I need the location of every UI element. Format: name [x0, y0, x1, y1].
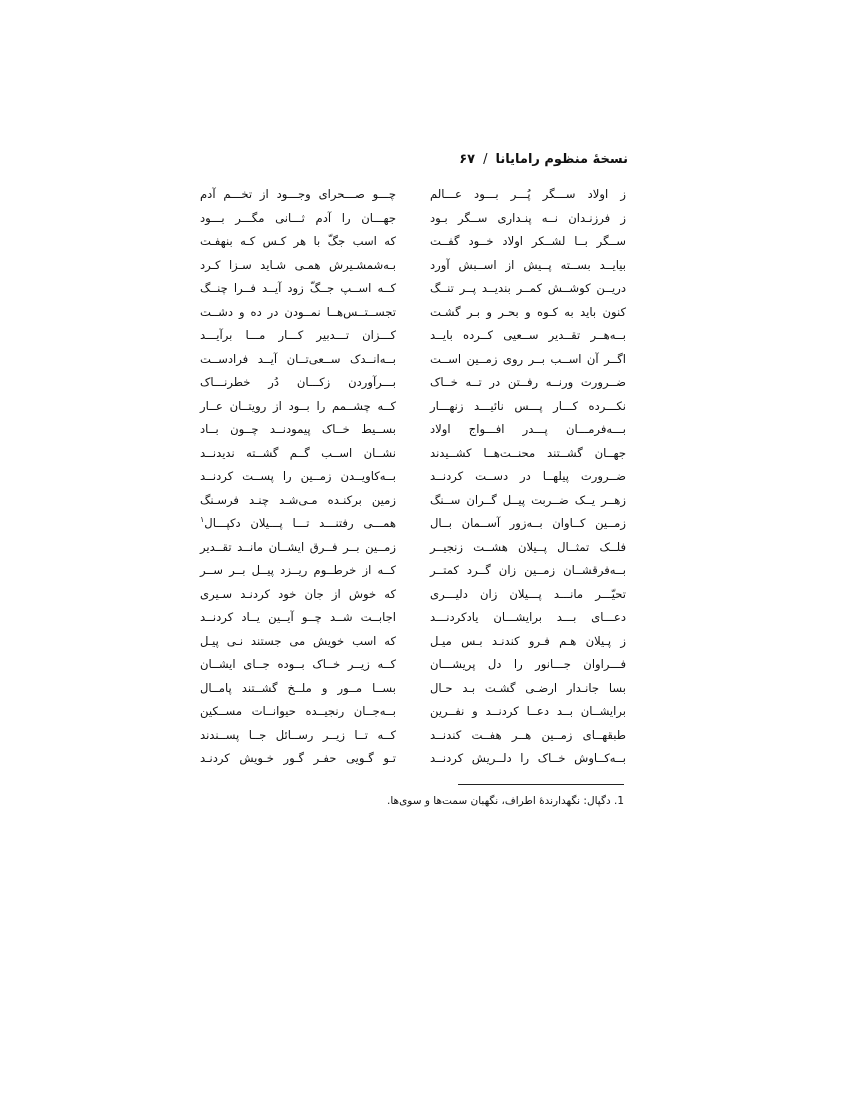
footnote-divider	[458, 784, 624, 785]
verse-text: اگــر آن اســب بــر روی زمــین اســت	[430, 351, 626, 366]
verse-text: تـو گـویی حفـر گـور خـویش کردنـد	[200, 751, 396, 765]
verse-text: بــه‌انــدک ســعی‌تــان آیــد فرادســت	[200, 351, 396, 366]
verse-line	[430, 606, 626, 630]
verse-line	[430, 559, 626, 583]
verse-line	[430, 301, 626, 325]
verse-text: بــه‌کاویــدن زمــین را پســت کردنــد	[200, 469, 396, 483]
verse-line	[430, 348, 626, 372]
verse-text: ز فرزنـدان نــه پنـداری ســگر بـود	[430, 210, 626, 225]
verse-text: ز اولاد ســـگر پُـــر بـــود عـــالم	[430, 187, 626, 201]
verse-line	[430, 583, 626, 607]
verse-line	[200, 700, 396, 724]
verse-line	[200, 277, 396, 301]
verse-text: کــه زیــر خــاک بــوده جــای ایشــان	[200, 657, 396, 671]
verse-line	[430, 653, 626, 677]
verse-text: نشــان اســب گــم گشــته ندیدنــد	[200, 445, 396, 460]
verse-line	[430, 324, 626, 348]
verse-text: کـــزان تـــدبیر کـــار مـــا برآیـــد	[200, 328, 396, 342]
verse-text: کنون باید به کـوه و بحـر و بـر گشـت	[430, 304, 626, 319]
page-number: ۶۷	[459, 151, 476, 167]
verse-text: که اسب جگّ با هر کـس کـه بنهفـت	[200, 234, 396, 248]
verse-line	[430, 418, 626, 442]
verse-line	[430, 465, 626, 489]
verse-line	[200, 724, 396, 748]
verse-line	[430, 747, 626, 771]
verse-line	[200, 254, 396, 278]
verse-text: بـــه‌فرمـــان پـــدر افـــواج اولاد	[430, 422, 626, 436]
verse-text: بـــرآوردن زکـــان دُر خطرنـــاک	[200, 375, 396, 389]
verse-line	[430, 700, 626, 724]
verse-text: دریــن کوشــش کمــر بندیــد پــر تنــگ	[430, 281, 626, 295]
verse-line	[200, 559, 396, 583]
verse-text: ز پـیلان هـم فـرو کندنـد بـس میـل	[430, 633, 626, 648]
footnote-marker: ۱	[200, 515, 205, 525]
running-title: نسخهٔ منظوم رامایانا	[495, 151, 628, 167]
verse-line	[200, 442, 396, 466]
verse-line	[430, 207, 626, 231]
verse-text: کــه تــا زیــر رســائل جــا پســندند	[200, 727, 396, 742]
verse-text: بــه‌جــان رنجیــده حیوانــات مســکین	[200, 704, 396, 718]
verse-text: طبقهــای زمــین هــر هفــت کندنــد	[430, 727, 626, 742]
verse-text: نکـــرده کـــار پـــس نائیـــد زنهـــار	[430, 398, 626, 413]
verse-text: زمــین کــاوان بــه‌زور آســمان بــال	[430, 516, 626, 530]
verse-text: همـــی رفتنـــد تـــا پـــیلان دکپـــال	[204, 516, 396, 530]
verse-line	[200, 324, 396, 348]
verse-line	[200, 606, 396, 630]
verse-text: ضــرورت ورنــه رفــتن در تــه خــاک	[430, 375, 626, 389]
verse-text: بســا مــور و ملــخ گشــتند پامــال	[200, 680, 396, 695]
verse-line	[200, 677, 396, 701]
verse-text: زمــین بــر فــرق ایشــان مانــد تقــدیر	[200, 539, 396, 554]
verse-line	[200, 183, 396, 207]
verse-text: بــه‌فرقشــان زمــین زان گــرد کمتــر	[430, 563, 626, 577]
verse-line	[200, 230, 396, 254]
verse-text: بــه‌هــر تقــدیر ســعیی کــرده بایــد	[430, 328, 626, 342]
verse-line	[430, 183, 626, 207]
verse-text: کــه اســپ جــگّ زود آیــد فــرا چنــگ	[200, 281, 396, 295]
verse-line	[200, 207, 396, 231]
verse-text: که اسب خویش می جستند نـی پیـل	[200, 633, 396, 648]
verse-line	[200, 301, 396, 325]
verse-text: چـــو صـــحرای وجـــود از تخـــم آدم	[200, 187, 396, 201]
verse-line	[430, 395, 626, 419]
verse-text: دعـــای بـــد برایشـــان یادکردنـــد	[430, 610, 626, 624]
verse-text: اجابــت شــد چــو آیــین یــاد کردنــد	[200, 610, 396, 624]
verse-line	[430, 489, 626, 513]
verse-line	[200, 348, 396, 372]
verse-line	[430, 442, 626, 466]
verse-line	[430, 371, 626, 395]
verse-text: فلــک تمثــال پــیلان هشــت زنجیــر	[430, 539, 626, 554]
verse-text: تحیّـــر مانـــد پـــیلان زان دلیـــری	[430, 586, 626, 601]
verse-line	[430, 536, 626, 560]
verse-line	[200, 583, 396, 607]
verse-line	[200, 512, 396, 536]
verse-text: کــه از خرطــوم ریــزد پیــل بــر ســر	[200, 563, 396, 577]
verse-text: جهــان گشــتند محنــت‌هــا کشــیدند	[430, 445, 626, 460]
verse-line	[200, 371, 396, 395]
verse-text: بسا جانـدار ارضـی گشـت بـد حـال	[430, 680, 626, 695]
verse-line	[430, 677, 626, 701]
verse-line	[430, 254, 626, 278]
verse-line	[430, 512, 626, 536]
verse-line	[430, 230, 626, 254]
verse-text: فـــراوان جـــانور را دل پریشـــان	[430, 657, 626, 671]
footnote: 1. دگپال: نگهدارندهٔ اطراف، نگهبان سمت‌ها و سوی‌ها.	[387, 795, 624, 807]
verse-text: جهـــان را آدم ثـــانی مگـــر بـــود	[200, 210, 396, 225]
verse-text: زهــر یــک ضــربت پیــل گــران ســنگ	[430, 492, 626, 507]
verse-text: زمین برکنـده مـی‌شـد چنـد فرسـنگ	[200, 492, 396, 507]
verse-line	[200, 536, 396, 560]
verse-text: تجســتــس‌هــا نمــودن در ده و دشــت	[200, 304, 396, 319]
verse-text: بیایــد بســته پــیش از اســبش آورد	[430, 257, 626, 272]
poem-right-column	[430, 183, 626, 771]
verse-line	[430, 724, 626, 748]
verse-line	[200, 395, 396, 419]
verse-text: بــه‌کــاوش خــاک را دلــریش کردنــد	[430, 751, 626, 765]
header-separator: /	[483, 151, 488, 167]
verse-line	[200, 653, 396, 677]
verse-line	[200, 747, 396, 771]
verse-line	[200, 489, 396, 513]
verse-line	[200, 465, 396, 489]
verse-text: که خوش از جان خود کردنـد سـیری	[200, 586, 396, 601]
verse-text: کــه چشــمم را بــود از رویتــان عــار	[200, 398, 396, 413]
verse-line	[430, 630, 626, 654]
verse-text: ســگر بــا لشــکر اولاد خــود گفــت	[430, 234, 626, 248]
verse-line	[200, 418, 396, 442]
verse-text: برایشــان بــد دعــا کردنــد و نفــرین	[430, 704, 626, 718]
verse-text: بســیط خــاک پیمودنــد چــون بــاد	[200, 422, 396, 436]
verse-text: ضــرورت پیلهــا در دســت کردنــد	[430, 469, 626, 483]
verse-text: بـه‌شمشـیرش همـی شـاید سـزا کـرد	[200, 257, 396, 272]
verse-line	[430, 277, 626, 301]
running-header	[228, 148, 628, 170]
verse-line	[200, 630, 396, 654]
poem-left-column	[200, 183, 396, 771]
